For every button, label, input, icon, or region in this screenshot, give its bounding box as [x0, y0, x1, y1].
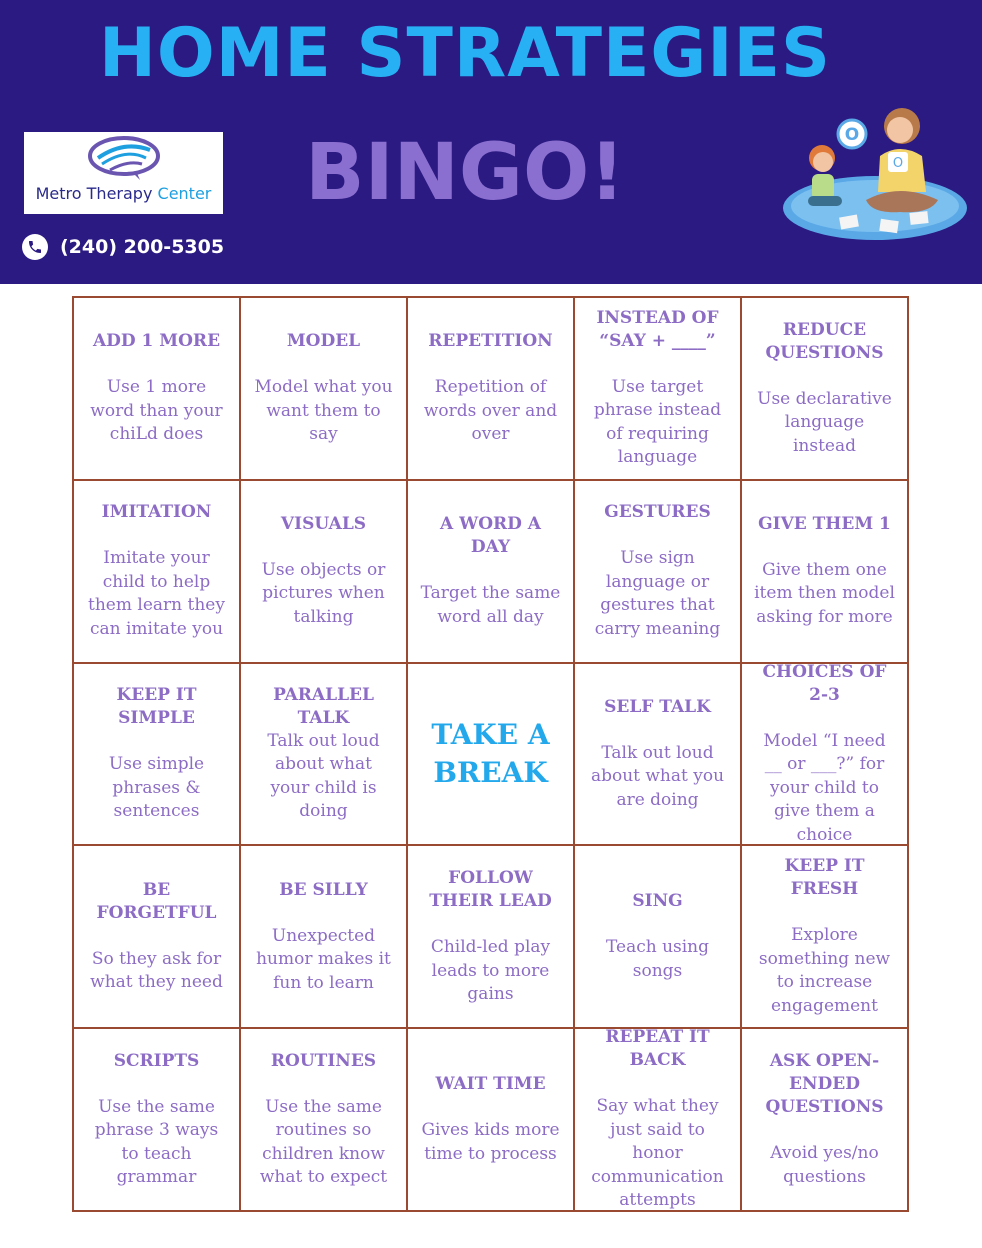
cell-title: VISUALS — [280, 513, 367, 534]
cell-title: WAIT TIME — [435, 1074, 546, 1095]
cell-description: Explore something new to increase engagement — [758, 925, 891, 1016]
bingo-cell[interactable] — [73, 663, 240, 846]
cell-description: Use 1 more word than your chiLd does — [90, 377, 223, 445]
cell-title: ROUTINES — [270, 1050, 377, 1071]
cell-title: INSTEAD OF “SAY + ____” — [596, 307, 719, 351]
bingo-cell[interactable] — [73, 1028, 240, 1211]
cell-title: SING — [632, 891, 683, 912]
cell-description: Target the same word all day — [420, 583, 561, 627]
cell-title: ADD 1 MORE — [92, 331, 221, 352]
cell-title: BE FORGETFUL — [96, 879, 217, 923]
page-title: HOME STRATEGIES — [99, 14, 831, 93]
cell-description: So they ask for what they need — [90, 948, 223, 993]
phone-number: (240) 200-5305 — [60, 236, 225, 258]
bingo-cell[interactable] — [407, 1028, 574, 1211]
bingo-cell[interactable] — [574, 845, 741, 1028]
bingo-board — [72, 296, 909, 1212]
phone-contact[interactable] — [22, 232, 224, 262]
cell-title: REPETITION — [428, 331, 553, 352]
cell-title: PARALLEL TALK — [273, 684, 374, 728]
cell-description: Gives kids more time to process — [421, 1120, 560, 1164]
bingo-cell[interactable] — [574, 1028, 741, 1211]
cell-title: REDUCE QUESTIONS — [765, 319, 884, 363]
bingo-cell[interactable] — [741, 845, 908, 1028]
cell-title: A WORD A DAY — [440, 514, 541, 558]
cell-description: Use simple phrases & sentences — [108, 754, 205, 822]
cell-title: CHOICES OF 2-3 — [762, 662, 887, 705]
bingo-cell[interactable] — [407, 845, 574, 1028]
bingo-cell[interactable] — [73, 845, 240, 1028]
bingo-cell[interactable] — [741, 663, 908, 846]
cell-title: ASK OPEN-ENDED QUESTIONS — [765, 1051, 884, 1118]
phone-icon — [22, 234, 48, 260]
bingo-cell[interactable] — [407, 297, 574, 480]
bingo-cell[interactable] — [240, 297, 407, 480]
metro-therapy-logo[interactable] — [24, 132, 223, 214]
logo-text: Metro Therapy Center — [35, 184, 212, 203]
cell-title: GIVE THEM 1 — [758, 513, 891, 534]
cell-description: Child-led play leads to more gains — [430, 937, 551, 1005]
cell-title: GESTURES — [604, 502, 711, 523]
bingo-cell[interactable] — [574, 480, 741, 663]
cell-description: Use the same routines so children know what to expect — [259, 1096, 388, 1188]
free-space-cell[interactable] — [407, 663, 574, 846]
bingo-cell[interactable] — [741, 1028, 908, 1211]
cell-description: Model what you want them to say — [254, 377, 393, 445]
cell-description: Teach using songs — [605, 937, 710, 981]
bingo-cell[interactable] — [240, 480, 407, 663]
cell-description: Talk out loud about what you are doing — [590, 742, 725, 810]
bingo-cell[interactable] — [73, 297, 240, 480]
header-banner — [0, 0, 982, 284]
cell-description: Avoid yes/no questions — [770, 1143, 879, 1187]
cell-description: Talk out loud about what your child is doing — [267, 730, 380, 822]
mother-and-child-illustration — [780, 96, 970, 246]
cell-description: Imitate your child to help them learn they can imitate you — [88, 548, 225, 639]
cell-description: Use sign language or gestures that carry meaning — [594, 548, 721, 639]
bingo-cell[interactable] — [407, 480, 574, 663]
cell-title: SELF TALK — [604, 696, 711, 717]
svg-text:O: O — [844, 125, 860, 145]
cell-title: IMITATION — [101, 502, 212, 523]
svg-text:O: O — [892, 156, 904, 171]
cell-description: Use declarative language instead — [757, 388, 892, 456]
cell-title: BE SILLY — [279, 879, 368, 900]
cell-title: KEEP IT SIMPLE — [116, 685, 197, 729]
cell-description: Unexpected humor makes it fun to learn — [256, 925, 391, 993]
cell-title: TAKE A BREAK — [431, 717, 550, 789]
cell-title: KEEP IT FRESH — [784, 856, 865, 900]
bingo-cell[interactable] — [741, 297, 908, 480]
cell-description: Say what they just said to honor communication attempts — [591, 1096, 724, 1211]
cell-description: Repetition of words over and over — [423, 377, 558, 445]
cell-description: Give them one item then model asking for more — [754, 559, 895, 627]
bingo-cell[interactable] — [741, 480, 908, 663]
cell-title: MODEL — [286, 331, 361, 352]
bingo-cell[interactable] — [240, 663, 407, 846]
cell-description: Use objects or pictures when talking — [261, 559, 386, 627]
bingo-cell[interactable] — [574, 297, 741, 480]
speech-bubble-logo-icon — [84, 136, 164, 182]
cell-description: Model “I need __ or ___?” for your child to give them a choice — [763, 730, 886, 845]
cell-title: REPEAT IT BACK — [605, 1028, 710, 1071]
cell-description: Use the same phrase 3 ways to teach grammar — [94, 1096, 219, 1188]
bingo-cell[interactable] — [240, 1028, 407, 1211]
cell-title: SCRIPTS — [113, 1050, 200, 1071]
cell-description: Use target phrase instead of requiring language — [593, 376, 722, 468]
cell-title: FOLLOW THEIR LEAD — [429, 868, 552, 912]
bingo-cell[interactable] — [240, 845, 407, 1028]
bingo-cell[interactable] — [574, 663, 741, 846]
bingo-cell[interactable] — [73, 480, 240, 663]
page-subtitle: BINGO! — [305, 128, 625, 218]
